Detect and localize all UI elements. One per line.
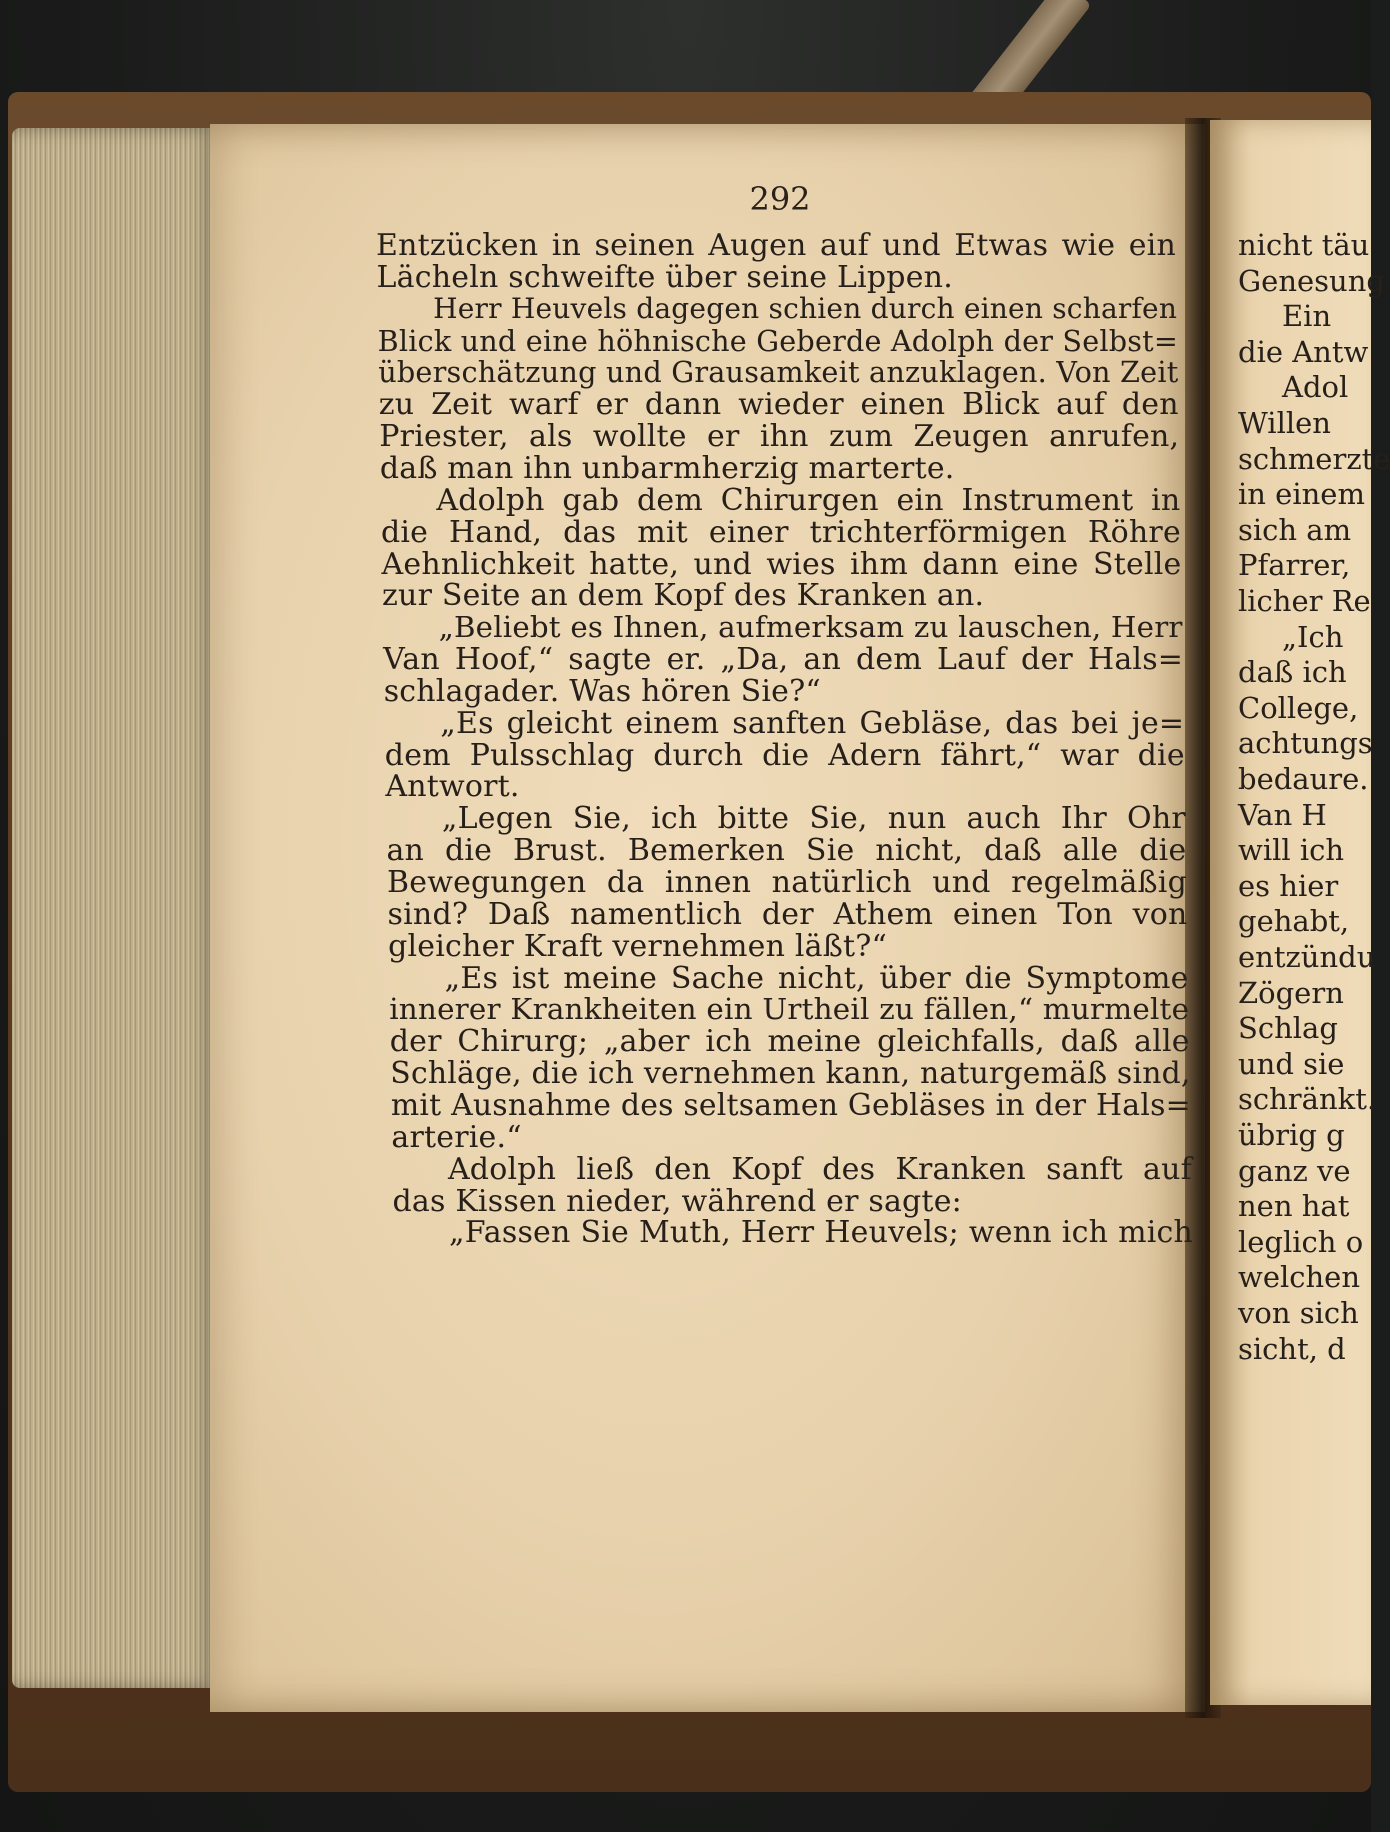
text-line: übrig g: [1238, 1118, 1345, 1152]
text-line: Zögern: [1238, 975, 1344, 1010]
page-edges: [12, 128, 218, 1688]
text-line: Adolph ließ den Kopf des Kranken sanft auf: [447, 1151, 1192, 1187]
text-line: gleicher Kraft vernehmen läßt?“: [388, 928, 888, 964]
text-line: gehabt,: [1238, 904, 1350, 939]
text-line: die Antw: [1238, 334, 1369, 369]
text-line: „Es gleicht einem sanften Gebläse, das bei je=: [440, 705, 1185, 741]
text-line: sind? Daß namentlich der Athem einen Ton von: [387, 896, 1188, 932]
text-line: Ein: [1282, 299, 1332, 334]
text-line: an die Brust. Bemerken Sie nicht, daß alle die: [386, 833, 1187, 869]
text-line: es hier: [1238, 868, 1339, 903]
text-line: Adol: [1282, 370, 1349, 405]
text-line: „Ich: [1282, 619, 1344, 654]
text-line: Bewegungen da innen natürlich und regelmäßig: [387, 865, 1187, 900]
text-line: entzündu: [1238, 940, 1376, 974]
text-line: welchen: [1238, 1260, 1361, 1295]
text-line: ganz ve: [1238, 1153, 1351, 1188]
text-line: leglich o: [1238, 1224, 1364, 1259]
text-line: zu Zeit warf er dann wieder einen Blick auf den: [378, 387, 1179, 423]
text-line: daß ich: [1238, 655, 1347, 690]
text-line: Pfarrer,: [1238, 548, 1351, 583]
text-line: nen hat: [1238, 1189, 1350, 1224]
text-line: überschätzung und Grausamkeit anzuklagen. Von Zeit: [378, 355, 1179, 390]
text-line: schmerzte: [1238, 441, 1390, 476]
text-line: Van Hoof,“ sagte er. „Da, an dem Lauf der Hals=: [383, 642, 1184, 678]
text-line: Aehnlichkeit hatte, und wies ihm dann eine Stelle: [381, 546, 1182, 582]
text-line: Van H: [1238, 797, 1327, 832]
right-page: [1210, 120, 1390, 1705]
page-number: 292: [749, 180, 811, 218]
text-line: schränkt.: [1238, 1082, 1377, 1117]
text-line: Lächeln schweifte über seine Lippen.: [376, 259, 953, 295]
text-line: bedaure.: [1238, 762, 1369, 796]
text-line: sich am: [1238, 512, 1352, 547]
text-line: arterie.“: [391, 1119, 522, 1155]
text-line: zur Seite an dem Kopf des Kranken an.: [382, 578, 985, 614]
text-line: „Legen Sie, ich bitte Sie, nun auch Ihr Ohr: [441, 801, 1186, 837]
text-line: von sich: [1238, 1296, 1359, 1330]
text-line: innerer Krankheiten ein Urtheil zu fällen,“ murmelte: [389, 992, 1190, 1027]
text-line: College,: [1238, 690, 1359, 725]
text-line: dem Pulsschlag durch die Adern fährt,“ war die: [384, 737, 1185, 773]
text-line: Adolph gab dem Chirurgen ein Instrument in: [436, 482, 1181, 518]
text-line: und sie: [1238, 1046, 1345, 1081]
text-line: das Kissen nieder, während er sagte:: [392, 1183, 962, 1219]
text-line: Willen: [1238, 406, 1331, 440]
text-line: Antwort.: [385, 769, 520, 805]
text-line: Schläge, die ich vernehmen kann, naturgemäß sind,: [390, 1056, 1191, 1092]
text-line: in einem: [1238, 477, 1365, 512]
text-line: will ich: [1238, 833, 1345, 868]
text-line: mit Ausnahme des seltsamen Gebläses in der Hals=: [390, 1087, 1191, 1123]
text-line: Herr Heuvels dagegen schien durch einen scharfen: [433, 291, 1178, 325]
text-line: sicht, d: [1238, 1331, 1346, 1366]
text-line: „Fassen Sie Muth, Herr Heuvels; wenn ich mich: [449, 1215, 1194, 1251]
text-line: Schlag: [1238, 1011, 1338, 1046]
text-line: Genesung: [1238, 263, 1385, 298]
text-line: daß man ihn unbarmherzig marterte.: [379, 450, 955, 486]
text-line: Priester, als wollte er ihn zum Zeugen anrufen,: [379, 419, 1180, 455]
text-line: der Chirurg; „aber ich meine gleichfalls, daß alle: [389, 1024, 1190, 1060]
text-line: licher Re: [1238, 584, 1371, 618]
text-line: „Es ist meine Sache nicht, über die Symptome: [444, 960, 1189, 996]
text-line: achtungs: [1238, 726, 1373, 761]
text-line: „Beliebt es Ihnen, aufmerksam zu lauschen, Herr: [438, 610, 1183, 645]
text-line: schlagader. Was hören Sie?“: [383, 673, 821, 709]
text-line: die Hand, das mit einer trichterförmigen Röhre: [380, 514, 1181, 550]
text-line: Blick und eine höhnische Geberde Adolph der Selbst=: [377, 323, 1179, 358]
text-line: nicht täu: [1238, 228, 1370, 262]
text-line: Entzücken in seinen Augen auf und Etwas wie ein: [376, 228, 1176, 263]
